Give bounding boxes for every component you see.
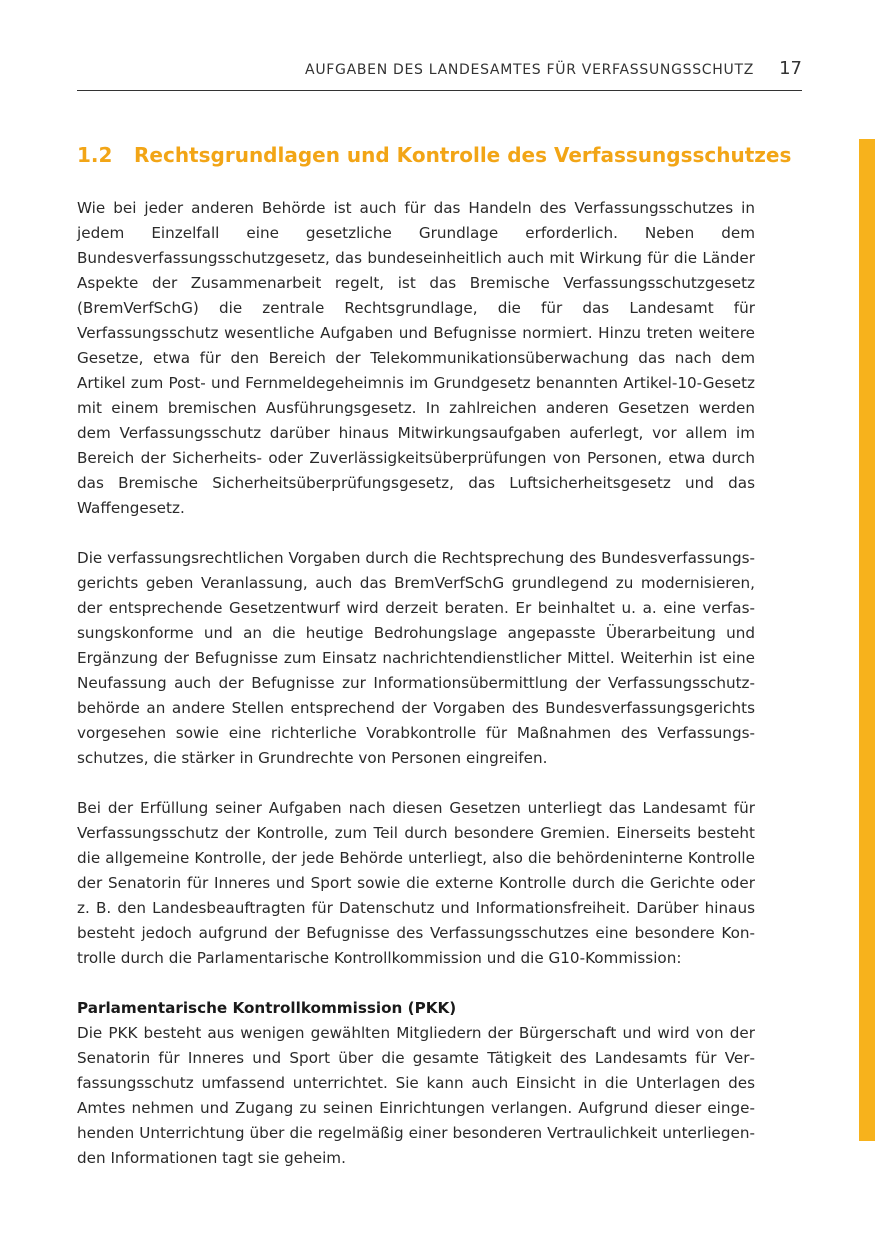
section-title: Rechtsgrundlagen und Kontrolle des Verfassungsschutzes xyxy=(134,143,792,167)
section-number: 1.2 xyxy=(77,143,113,167)
accent-bar xyxy=(859,139,875,1141)
subheading-pkk: Parlamentarische Kontrollkommission (PKK) xyxy=(77,999,457,1017)
running-title: AUFGABEN DES LANDESAMTES FÜR VERFASSUNGSSCHUTZ xyxy=(305,62,754,78)
paragraph-pkk: Die PKK besteht aus wenigen gewählten Mitgliedern der Bürgerschaft und wird von der Senatorin für Inneres und Sport über die gesamte Tätigkeit des Landesamts für Verfassungsschutz umfassend unterrichtet. Sie kann auch Einsicht in die Unterlagen des Amtes nehmen und Zugang zu seinen Einrichtungen verlangen. Aufgrund dieser eingehenden Unterrichtung über die regelmäßig einer besonderen Vertraulichkeit unterliegenden Informationen tagt sie geheim. xyxy=(77,1024,755,1167)
paragraph-legal-basis: Wie bei jeder anderen Behörde ist auch für das Handeln des Verfassungsschutzes in jedem Einzelfall eine gesetzliche Grundlage erforderlich. Neben dem Bundesverfassungsschutzgesetz, das bundeseinheitlich auch mit Wirkung für die Länder Aspekte der Zusammenarbeit regelt, ist das Bremische Verfassungsschutzgesetz (BremVerfSchG) die zentrale Rechtsgrundlage, die für das Landesamt für Verfassungsschutz wesentliche Aufgaben und Befugnisse normiert. Hinzu treten weitere Gesetze, etwa für den Bereich der Telekommunikationsüberwachung das nach dem Artikel zum Post- und Fernmeldegeheimnis im Grundgesetz benannten Artikel-10-Gesetz mit einem bremischen Ausführungsgesetz. In zahlreichen anderen Gesetzen werden dem Verfassungsschutz darüber hinaus Mitwirkungsaufgaben auferlegt, vor allem im Bereich der Sicherheits- oder Zuverlässigkeitsüberprüfungen von Personen, etwa durch das Bremische Sicherheitsüberprüfungsgesetz, das Luftsicherheitsgesetz und das Waffengesetz. xyxy=(77,199,755,517)
running-header xyxy=(77,56,802,91)
paragraph-oversight: Bei der Erfüllung seiner Aufgaben nach diesen Gesetzen unterliegt das Landesamt für Verfassungsschutz der Kontrolle, zum Teil durch besondere Gremien. Einerseits besteht die allgemeine Kontrolle, der jede Behörde unterliegt, also die behördeninterne Kontrolle der Senatorin für Inneres und Sport sowie die externe Kontrolle durch die Gerichte oder z. B. den Landesbeauftragten für Datenschutz und Informationsfreiheit. Darüber hinaus besteht jedoch aufgrund der Befugnisse des Verfassungsschutzes eine besondere Kontrolle durch die Parlamentarische Kontrollkommission und die G10-Kommission: xyxy=(77,799,755,967)
section-heading xyxy=(77,143,817,167)
paragraph-modernisation: Die verfassungsrechtlichen Vorgaben durch die Rechtsprechung des Bundesverfassungsgerichts geben Veranlassung, auch das BremVerfSchG grundlegend zu modernisieren, der entsprechende Gesetzentwurf wird derzeit beraten. Er beinhaltet u. a. eine verfassungskonforme und an die heutige Bedrohungslage angepasste Überarbeitung und Ergänzung der Befugnisse zum Einsatz nachrichtendienstlicher Mittel. Weiterhin ist eine Neufassung auch der Befugnisse zur Informationsübermittlung der Verfassungsschutzbehörde an andere Stellen entsprechend der Vorgaben des Bundesverfassungsgerichts vorgesehen sowie eine richterliche Vorabkontrolle für Maßnahmen des Verfassungsschutzes, die stärker in Grundrechte von Personen eingreifen. xyxy=(77,549,755,767)
page-number: 17 xyxy=(779,58,802,79)
body-text xyxy=(77,196,755,1171)
